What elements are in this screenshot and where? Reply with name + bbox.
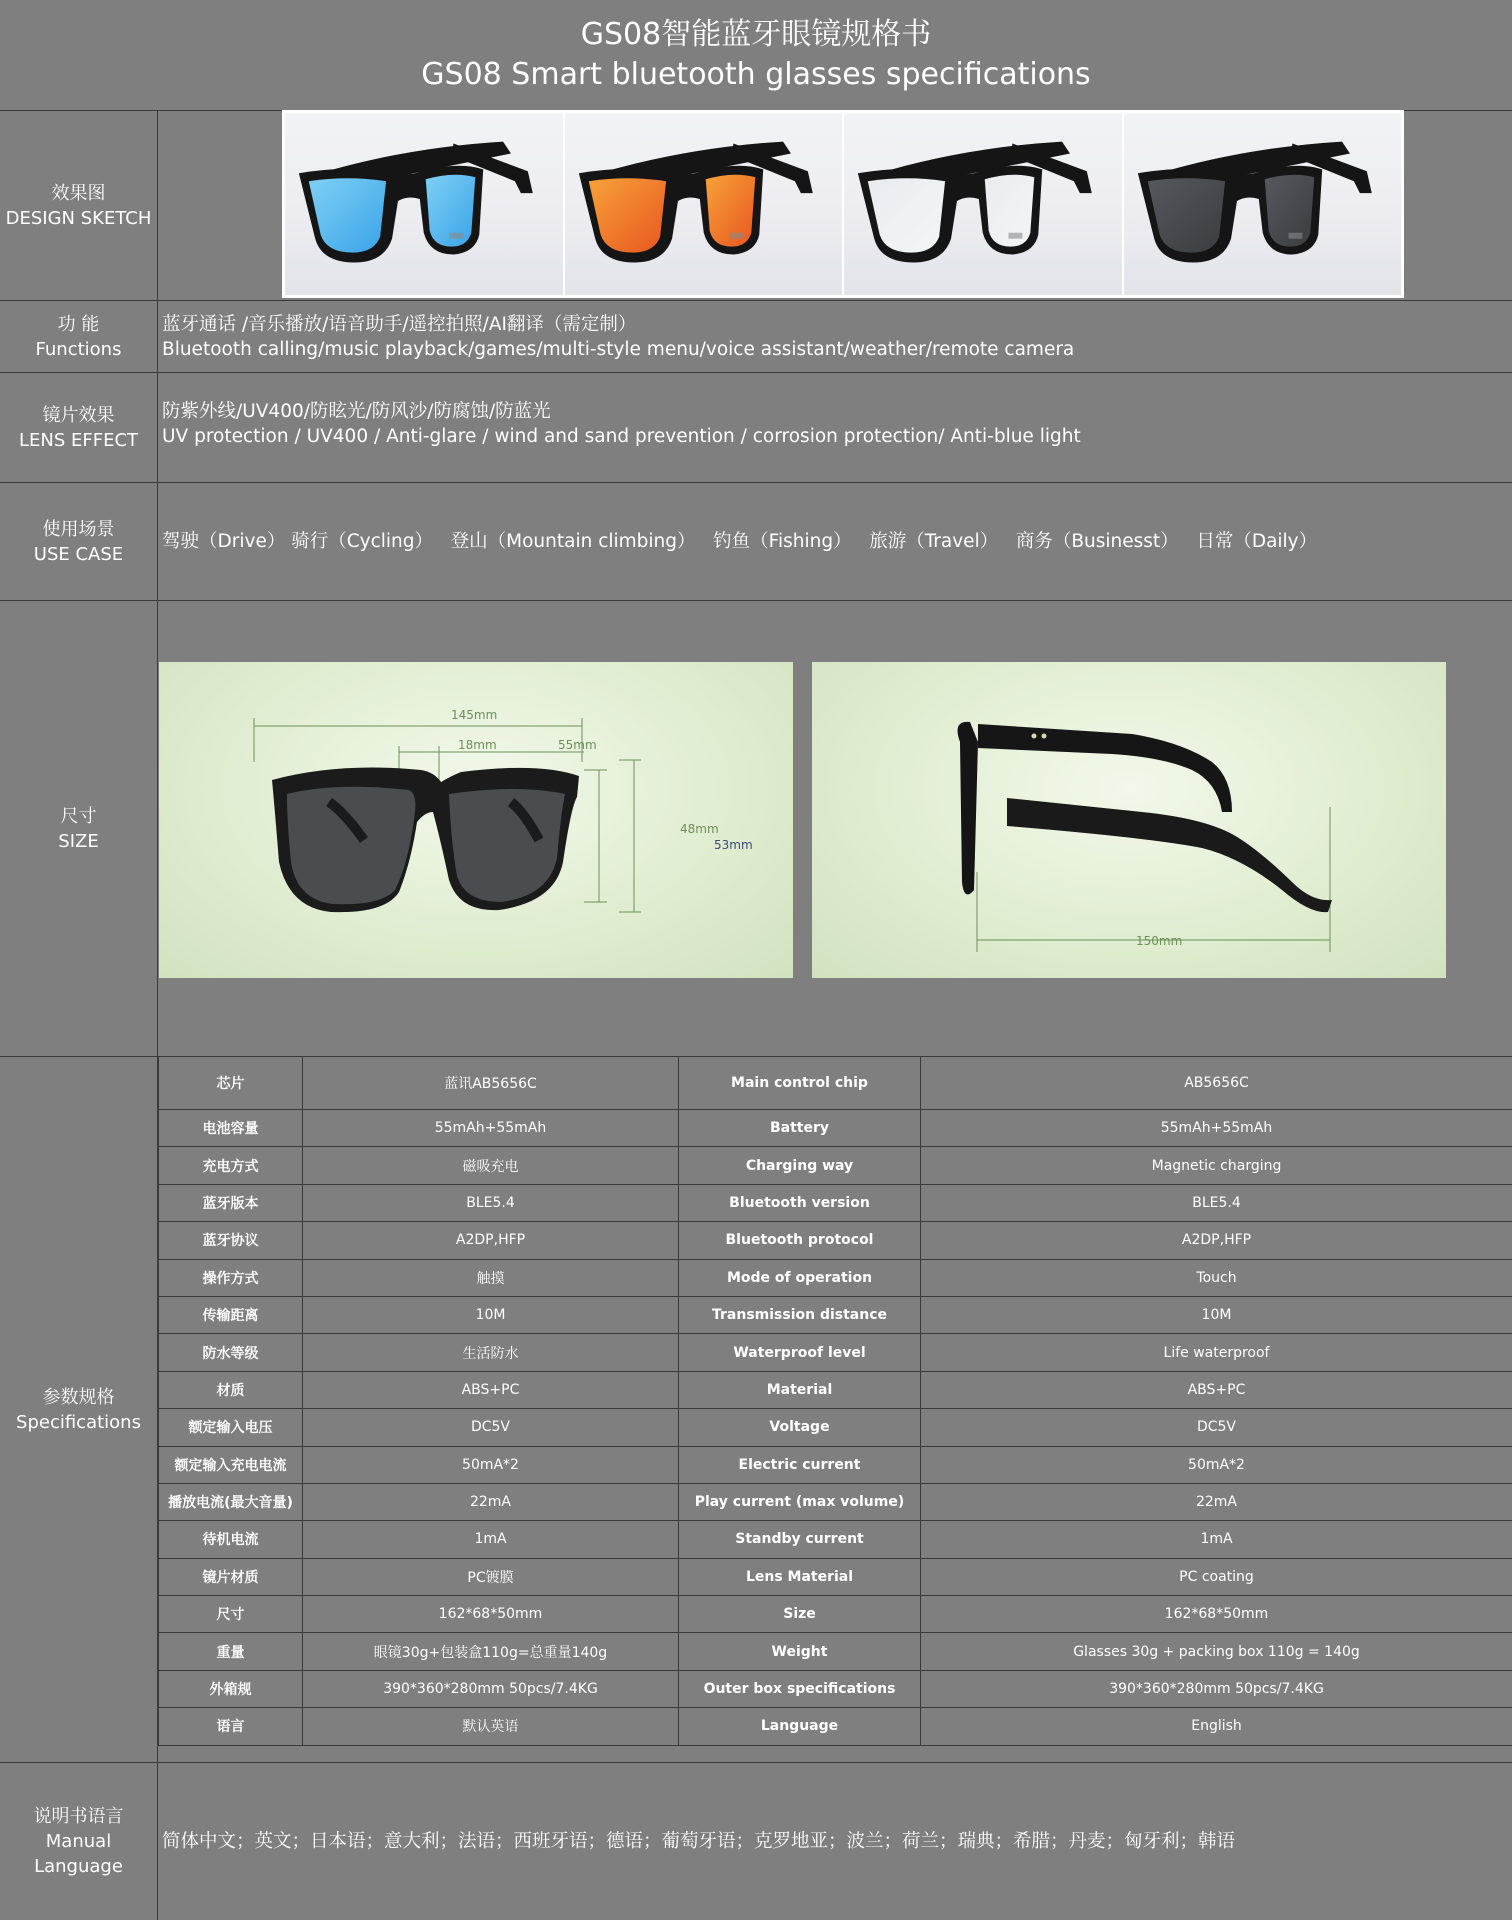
spec-key-en: Waterproof level	[679, 1334, 921, 1371]
table-row	[159, 1596, 1512, 1633]
manual-language-line: 简体中文；英文；日本语；意大利；法语；西班牙语；德语；葡萄牙语；克罗地亚；波兰；荷兰；瑞典；希腊；丹麦；匈牙利；韩语	[162, 1831, 1236, 1852]
spec-value-cn: BLE5.4	[303, 1184, 679, 1221]
spec-value-en: DC5V	[921, 1409, 1512, 1446]
spec-key-cn: 语言	[159, 1708, 303, 1745]
dim-frame-height: 53mm	[714, 838, 753, 852]
spec-key-cn: 操作方式	[159, 1259, 303, 1296]
use-case-row	[0, 482, 1512, 600]
spec-value-cn: 22mA	[303, 1483, 679, 1520]
spec-value-en: 55mAh+55mAh	[921, 1110, 1512, 1147]
product-photo	[844, 113, 1122, 295]
spec-key-en: Battery	[679, 1110, 921, 1147]
use-case-line: 驾驶（Drive） 骑行（Cycling） 登山（Mountain climbing） 钓鱼（Fishing） 旅游（Travel） 商务（Businesst） 日常（Daily）	[162, 531, 1318, 552]
functions-row	[0, 300, 1512, 372]
spec-key-cn: 蓝牙版本	[159, 1184, 303, 1221]
spec-key-en: Voltage	[679, 1409, 921, 1446]
spec-value-en: 390*360*280mm 50pcs/7.4KG	[921, 1670, 1512, 1707]
table-row	[159, 1334, 1512, 1371]
table-row	[159, 1371, 1512, 1408]
spec-key-cn: 镜片材质	[159, 1558, 303, 1595]
table-row	[159, 1670, 1512, 1707]
spec-value-en: 50mA*2	[921, 1446, 1512, 1483]
table-row	[159, 1558, 1512, 1595]
design-sketch-label	[0, 111, 158, 300]
spec-value-cn: 触摸	[303, 1259, 679, 1296]
spec-value-cn: 眼镜30g+包装盒110g=总重量140g	[303, 1633, 679, 1670]
lens-line-cn: 防紫外线/UV400/防眩光/防风沙/防腐蚀/防蓝光	[162, 401, 551, 422]
specs-label-en: Specifications	[16, 1411, 141, 1433]
spec-value-en: Life waterproof	[921, 1334, 1512, 1371]
lens-effect-label	[0, 373, 158, 482]
spec-value-cn: PC镀膜	[303, 1558, 679, 1595]
spec-value-cn: A2DP,HFP	[303, 1222, 679, 1259]
spec-key-cn: 材质	[159, 1371, 303, 1408]
dim-lens-height: 48mm	[680, 822, 719, 836]
manual-language-row	[0, 1762, 1512, 1920]
spec-key-en: Outer box specifications	[679, 1670, 921, 1707]
spec-key-cn: 待机电流	[159, 1521, 303, 1558]
spec-value-cn: 蓝讯AB5656C	[303, 1057, 679, 1110]
spec-key-en: Charging way	[679, 1147, 921, 1184]
spec-key-cn: 电池容量	[159, 1110, 303, 1147]
side-view-image	[812, 662, 1446, 978]
spec-value-cn: 390*360*280mm 50pcs/7.4KG	[303, 1670, 679, 1707]
spec-key-cn: 蓝牙协议	[159, 1222, 303, 1259]
table-row	[159, 1633, 1512, 1670]
use-case-content	[158, 483, 1512, 600]
lens-label-en: LENS EFFECT	[18, 429, 139, 451]
spec-key-en: Bluetooth protocol	[679, 1222, 921, 1259]
spec-value-cn: 生活防水	[303, 1334, 679, 1371]
spec-value-en: ABS+PC	[921, 1371, 1512, 1408]
dim-bridge: 18mm	[458, 738, 497, 752]
product-photo	[285, 113, 563, 295]
table-row	[159, 1057, 1512, 1110]
size-label	[0, 601, 158, 1056]
spec-value-en: 10M	[921, 1296, 1512, 1333]
manual-language-label	[0, 1763, 158, 1920]
functions-line-en: Bluetooth calling/music playback/games/multi-style menu/voice assistant/weather/remote camera	[162, 338, 1075, 360]
spec-value-cn: DC5V	[303, 1409, 679, 1446]
spec-key-en: Transmission distance	[679, 1296, 921, 1333]
spec-key-cn: 充电方式	[159, 1147, 303, 1184]
spec-value-cn: 162*68*50mm	[303, 1596, 679, 1633]
specifications-label	[0, 1057, 158, 1762]
table-row	[159, 1222, 1512, 1259]
table-row	[159, 1521, 1512, 1558]
spec-value-en: A2DP,HFP	[921, 1222, 1512, 1259]
spec-value-en: PC coating	[921, 1558, 1512, 1595]
product-photo	[1124, 113, 1402, 295]
glasses-photo-4	[1124, 113, 1402, 295]
title-en: GS08 Smart bluetooth glasses specifications	[421, 57, 1091, 92]
product-photos	[282, 110, 1404, 298]
spec-value-en: Glasses 30g + packing box 110g = 140g	[921, 1633, 1512, 1670]
spec-key-en: Material	[679, 1371, 921, 1408]
glasses-photo-3	[844, 113, 1122, 295]
size-label-cn: 尺寸	[60, 805, 97, 827]
table-row	[159, 1483, 1512, 1520]
dim-width: 145mm	[451, 708, 498, 722]
lens-label-cn: 镜片效果	[42, 404, 115, 426]
use-case-label	[0, 483, 158, 600]
spec-value-en: 22mA	[921, 1483, 1512, 1520]
use-case-label-en: USE CASE	[33, 543, 124, 565]
spec-value-en: English	[921, 1708, 1512, 1745]
spec-key-cn: 尺寸	[159, 1596, 303, 1633]
lens-effect-content	[158, 373, 1512, 482]
lens-effect-row	[0, 372, 1512, 482]
spec-value-cn: 50mA*2	[303, 1446, 679, 1483]
spec-key-en: Language	[679, 1708, 921, 1745]
spec-value-en: Touch	[921, 1259, 1512, 1296]
spec-key-cn: 额定输入电压	[159, 1409, 303, 1446]
spec-key-cn: 传输距离	[159, 1296, 303, 1333]
spec-table	[158, 1056, 1512, 1746]
product-photo	[565, 113, 843, 295]
size-label-en: SIZE	[58, 830, 99, 852]
design-label-en: DESIGN SKETCH	[5, 207, 152, 229]
functions-label-en: Functions	[35, 338, 122, 360]
spec-key-en: Electric current	[679, 1446, 921, 1483]
spec-key-en: Play current (max volume)	[679, 1483, 921, 1520]
spec-value-cn: 磁吸充电	[303, 1147, 679, 1184]
spec-value-cn: 10M	[303, 1296, 679, 1333]
spec-key-cn: 额定输入充电电流	[159, 1446, 303, 1483]
spec-key-en: Weight	[679, 1633, 921, 1670]
title-cn: GS08智能蓝牙眼镜规格书	[580, 17, 932, 52]
functions-label	[0, 301, 158, 372]
dim-temple: 150mm	[1136, 934, 1183, 948]
manual-label-cn: 说明书语言	[33, 1806, 124, 1827]
spec-key-cn: 重量	[159, 1633, 303, 1670]
spec-value-cn: 55mAh+55mAh	[303, 1110, 679, 1147]
table-row	[159, 1296, 1512, 1333]
manual-label-en: Manual Language	[34, 1831, 123, 1877]
spec-value-en: Magnetic charging	[921, 1147, 1512, 1184]
use-case-label-cn: 使用场景	[42, 518, 115, 540]
spec-key-en: Bluetooth version	[679, 1184, 921, 1221]
spec-value-en: BLE5.4	[921, 1184, 1512, 1221]
spec-value-cn: ABS+PC	[303, 1371, 679, 1408]
functions-label-cn: 功 能	[57, 313, 100, 335]
spec-key-en: Size	[679, 1596, 921, 1633]
page-title	[0, 0, 1512, 110]
table-row	[159, 1110, 1512, 1147]
manual-language-content	[158, 1763, 1512, 1920]
table-row	[159, 1259, 1512, 1296]
side-size-diagram	[812, 662, 1446, 978]
table-row	[159, 1409, 1512, 1446]
table-row	[159, 1147, 1512, 1184]
glasses-photo-2	[565, 113, 843, 295]
specs-label-cn: 参数规格	[42, 1386, 115, 1408]
spec-key-en: Lens Material	[679, 1558, 921, 1595]
dim-lens-width: 55mm	[558, 738, 597, 752]
spec-value-en: 1mA	[921, 1521, 1512, 1558]
table-row	[159, 1184, 1512, 1221]
spec-key-en: Main control chip	[679, 1057, 921, 1110]
spec-value-en: AB5656C	[921, 1057, 1512, 1110]
table-row	[159, 1446, 1512, 1483]
table-row	[159, 1708, 1512, 1745]
spec-value-en: 162*68*50mm	[921, 1596, 1512, 1633]
spec-key-cn: 防水等级	[159, 1334, 303, 1371]
functions-content	[158, 301, 1512, 372]
spec-key-cn: 播放电流(最大音量)	[159, 1483, 303, 1520]
design-label-cn: 效果图	[51, 182, 106, 204]
spec-value-cn: 默认英语	[303, 1708, 679, 1745]
spec-key-en: Standby current	[679, 1521, 921, 1558]
spec-value-cn: 1mA	[303, 1521, 679, 1558]
spec-key-en: Mode of operation	[679, 1259, 921, 1296]
functions-line-cn: 蓝牙通话 /音乐播放/语音助手/遥控拍照/AI翻译（需定制）	[162, 313, 637, 335]
glasses-photo-1	[285, 113, 563, 295]
lens-line-en: UV protection / UV400 / Anti-glare / wind and sand prevention / corrosion protection/ Anti-blue light	[162, 426, 1081, 447]
spec-key-cn: 芯片	[159, 1057, 303, 1110]
spec-key-cn: 外箱规	[159, 1670, 303, 1707]
